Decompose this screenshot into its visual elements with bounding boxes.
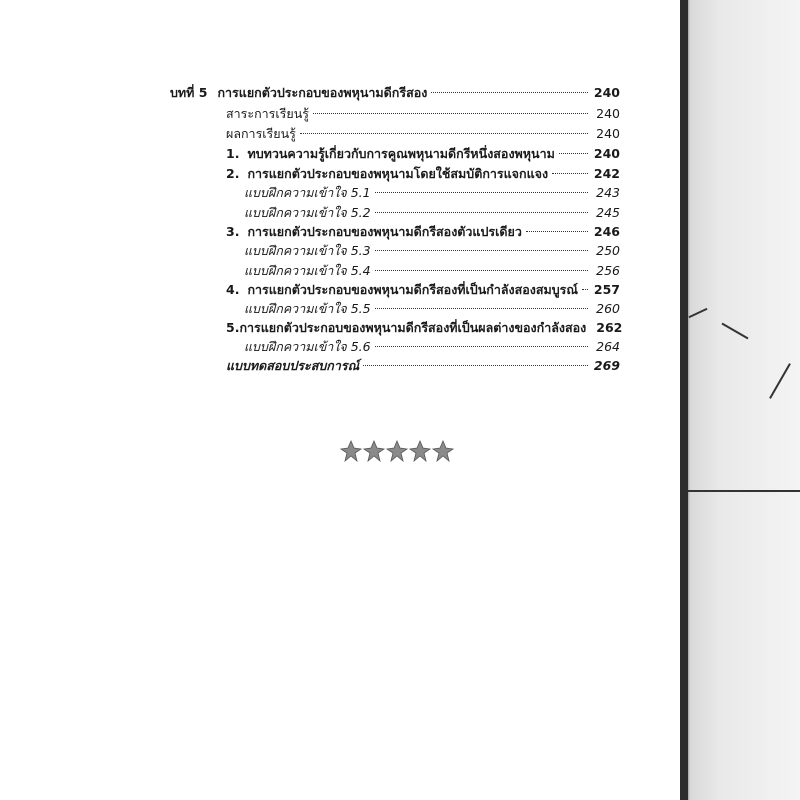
section-number: 3.: [226, 224, 240, 239]
leaf-icon: [409, 440, 431, 462]
dot-leader: [375, 346, 588, 347]
toc-page-number: 264: [596, 339, 620, 354]
toc-entry-title: สาระการเรียนรู้: [226, 106, 309, 121]
toc-section-entry: [226, 144, 620, 164]
section-number: 4.: [226, 282, 240, 297]
toc-exercise-entry: [244, 241, 620, 261]
dot-leader: [375, 270, 588, 271]
section-number: 2.: [226, 166, 240, 181]
toc-page-number: 240: [596, 126, 620, 141]
toc-test-entry: [226, 356, 620, 376]
toc-page-number: 243: [596, 185, 620, 200]
toc-entry-title: แบบทดสอบประสบการณ์: [226, 358, 360, 373]
leaf-icon: [363, 440, 385, 462]
dot-leader: [526, 231, 588, 232]
dot-leader: [559, 153, 588, 154]
dot-leader: [300, 133, 588, 134]
toc-entry-title: แบบฝึกความเข้าใจ 5.1: [244, 185, 371, 200]
toc-page-number: 262: [596, 320, 623, 335]
toc-exercise-entry: [244, 183, 620, 203]
toc-section-entry: [226, 164, 620, 184]
toc-page-number: 260: [596, 301, 620, 316]
dot-leader: [431, 92, 588, 93]
section-number: 5.: [226, 320, 240, 335]
dot-leader: [375, 192, 588, 193]
chapter-heading-row: [170, 83, 620, 103]
toc-section-entry: [226, 318, 623, 338]
toc-section-entry: [226, 280, 620, 300]
toc-section-entry: [226, 222, 620, 242]
chapter-label: บทที่ 5: [170, 85, 208, 100]
dot-leader: [375, 250, 588, 251]
toc-page-number: 256: [596, 263, 620, 278]
toc-entry-title: การแยกตัวประกอบของพหุนามดีกรีสองที่เป็นกำลังสองสมบูรณ์: [247, 282, 578, 297]
toc-page-number: 250: [596, 243, 620, 258]
toc-entry-title: ทบทวนความรู้เกี่ยวกับการคูณพหุนามดีกรีหนึ่งสองพหุนาม: [247, 146, 555, 161]
leaf-icon: [386, 440, 408, 462]
dot-leader: [375, 212, 588, 213]
toc-entry-title: แบบฝึกความเข้าใจ 5.3: [244, 243, 371, 258]
dot-leader: [375, 308, 588, 309]
dot-leader: [363, 365, 588, 366]
toc-entry-title: แบบฝึกความเข้าใจ 5.2: [244, 205, 371, 220]
toc-entry: [226, 104, 620, 124]
dot-leader: [552, 173, 588, 174]
toc-page-number: 257: [593, 282, 620, 297]
toc-entry-title: การแยกตัวประกอบของพหุนามดีกรีสองตัวแปรเดียว: [247, 224, 522, 239]
toc-page-number: 245: [596, 205, 620, 220]
dot-leader: [582, 289, 588, 290]
dot-leader: [313, 113, 588, 114]
leaf-icon: [432, 440, 454, 462]
toc-exercise-entry: [244, 203, 620, 223]
toc-entry-title: แบบฝึกความเข้าใจ 5.6: [244, 339, 371, 354]
leaf-cluster-icon: [340, 440, 456, 462]
toc-entry-title: การแยกตัวประกอบของพหุนามดีกรีสองที่เป็นผลต่างของกำลังสอง: [239, 320, 587, 335]
toc-page-number: 240: [596, 106, 620, 121]
toc-page-number: 242: [593, 166, 620, 181]
toc-exercise-entry: [244, 337, 620, 357]
book-binding-edge: [680, 0, 800, 800]
toc-page-number: 240: [593, 146, 620, 161]
toc-entry-title: แบบฝึกความเข้าใจ 5.4: [244, 263, 371, 278]
toc-exercise-entry: [244, 299, 620, 319]
section-number: 1.: [226, 146, 240, 161]
toc-exercise-entry: [244, 261, 620, 281]
toc-page-number: 269: [593, 358, 620, 373]
chapter-title: การแยกตัวประกอบของพหุนามดีกรีสอง: [217, 85, 428, 100]
leaf-icon: [340, 440, 362, 462]
toc-entry-title: ผลการเรียนรู้: [226, 126, 296, 141]
chapter-page-number: 240: [593, 85, 620, 100]
toc-entry-title: แบบฝึกความเข้าใจ 5.5: [244, 301, 371, 316]
toc-page-number: 246: [593, 224, 620, 239]
toc-entry-title: การแยกตัวประกอบของพหุนามโดยใช้สมบัติการแจกแจง: [247, 166, 549, 181]
toc-entry: [226, 124, 620, 144]
